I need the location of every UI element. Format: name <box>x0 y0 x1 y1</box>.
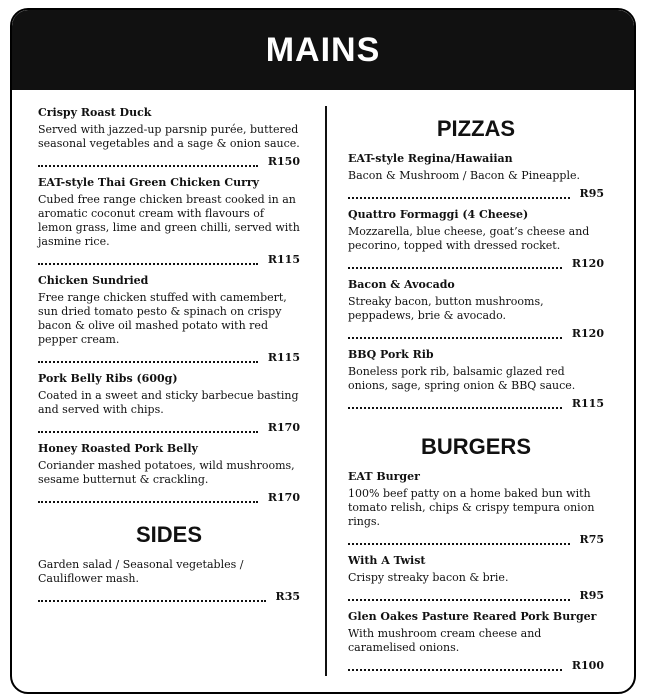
item-name: Pork Belly Ribs (600g) <box>38 372 178 385</box>
menu-item <box>38 176 300 266</box>
item-description: Mozzarella, blue cheese, goat’s cheese and pecorino, topped with dressed rocket. <box>348 225 590 252</box>
item-price: R120 <box>571 327 604 340</box>
sides-title: SIDES <box>135 522 203 547</box>
item-description: Coated in a sweet and sticky barbecue basting and served with chips. <box>38 389 299 416</box>
item-description: Streaky bacon, button mushrooms, peppadews, brie & avocado. <box>348 295 544 322</box>
menu-item <box>38 274 300 364</box>
item-description: Crispy streaky bacon & brie. <box>348 571 509 584</box>
menu-item <box>348 278 604 340</box>
item-description: Boneless pork rib, balsamic glazed red onions, sage, spring onion & BBQ sauce. <box>348 365 576 392</box>
mains-column <box>38 106 300 611</box>
dot-leader <box>38 353 258 363</box>
menu-item <box>348 348 604 410</box>
dot-leader <box>348 591 570 601</box>
price-row <box>38 590 300 603</box>
item-name: EAT Burger <box>348 470 420 483</box>
item-price: R170 <box>267 421 300 434</box>
price-row <box>38 253 300 266</box>
menu-header <box>12 10 634 90</box>
price-row <box>38 155 300 168</box>
dot-leader <box>348 189 570 199</box>
menu-frame <box>10 8 636 694</box>
price-row <box>348 257 604 270</box>
dot-leader <box>38 255 258 265</box>
item-name: Crispy Roast Duck <box>38 106 152 119</box>
dot-leader <box>348 259 562 269</box>
menu-item <box>348 554 604 602</box>
item-price: R95 <box>579 187 604 200</box>
item-price: R95 <box>579 589 604 602</box>
item-description: Served with jazzed-up parsnip purée, buttered seasonal vegetables and a sage & onion sauce. <box>38 123 300 150</box>
price-row <box>38 491 300 504</box>
mains-title: MAINS <box>265 30 381 69</box>
dot-leader <box>38 157 258 167</box>
item-name: With A Twist <box>348 554 426 567</box>
column-divider <box>325 106 327 676</box>
item-description: Cubed free range chicken breast cooked in an aromatic coconut cream with flavours of lemon grass, lime and green chilli, served with jasmine rice. <box>38 193 300 248</box>
item-price: R115 <box>571 397 604 410</box>
burgers-title: BURGERS <box>420 434 531 459</box>
item-name: Bacon & Avocado <box>348 278 455 291</box>
dot-leader <box>348 535 570 545</box>
item-price: R170 <box>267 491 300 504</box>
item-price: R150 <box>267 155 300 168</box>
price-row <box>38 351 300 364</box>
price-row <box>348 187 604 200</box>
menu-item <box>348 152 604 200</box>
price-row <box>348 589 604 602</box>
dot-leader <box>348 329 562 339</box>
dot-leader <box>38 493 258 503</box>
item-description: Free range chicken stuffed with camembert, sun dried tomato pesto & spinach on crispy bacon & olive oil mashed potato with red pepper cream. <box>38 291 287 346</box>
menu-item <box>38 442 300 504</box>
item-description: Bacon & Mushroom / Bacon & Pineapple. <box>348 169 580 182</box>
item-price: R115 <box>267 351 300 364</box>
price-row <box>348 659 604 672</box>
menu-item <box>38 372 300 434</box>
price-row <box>38 421 300 434</box>
dot-leader <box>38 423 258 433</box>
item-price: R100 <box>571 659 604 672</box>
menu-item <box>348 470 604 546</box>
item-description: With mushroom cream cheese and caramelised onions. <box>348 627 542 654</box>
menu-item <box>348 208 604 270</box>
item-name: Chicken Sundried <box>38 274 149 287</box>
item-name: EAT-style Regina/Hawaiian <box>348 152 513 165</box>
item-name: BBQ Pork Rib <box>348 348 434 361</box>
item-name: Glen Oakes Pasture Reared Pork Burger <box>348 610 597 623</box>
item-name: Quattro Formaggi (4 Cheese) <box>348 208 529 221</box>
price-row <box>348 327 604 340</box>
menu-item <box>348 610 604 672</box>
dot-leader <box>348 661 562 671</box>
price-row <box>348 397 604 410</box>
menu-item <box>38 106 300 168</box>
item-price: R75 <box>579 533 604 546</box>
menu-item <box>38 558 300 603</box>
pizzas-title: PIZZAS <box>436 116 516 141</box>
dot-leader <box>38 592 266 602</box>
item-price: R35 <box>275 590 300 603</box>
item-name: Honey Roasted Pork Belly <box>38 442 198 455</box>
item-description: 100% beef patty on a home baked bun with tomato relish, chips & crispy tempura onion rings. <box>348 487 595 528</box>
item-price: R120 <box>571 257 604 270</box>
item-description: Garden salad / Seasonal vegetables / Cauliflower mash. <box>38 558 244 585</box>
item-price: R115 <box>267 253 300 266</box>
item-description: Coriander mashed potatoes, wild mushrooms, sesame butternut & crackling. <box>38 459 295 486</box>
price-row <box>348 533 604 546</box>
item-name: EAT-style Thai Green Chicken Curry <box>38 176 260 189</box>
pizzas-burgers-column <box>348 106 604 680</box>
dot-leader <box>348 399 562 409</box>
